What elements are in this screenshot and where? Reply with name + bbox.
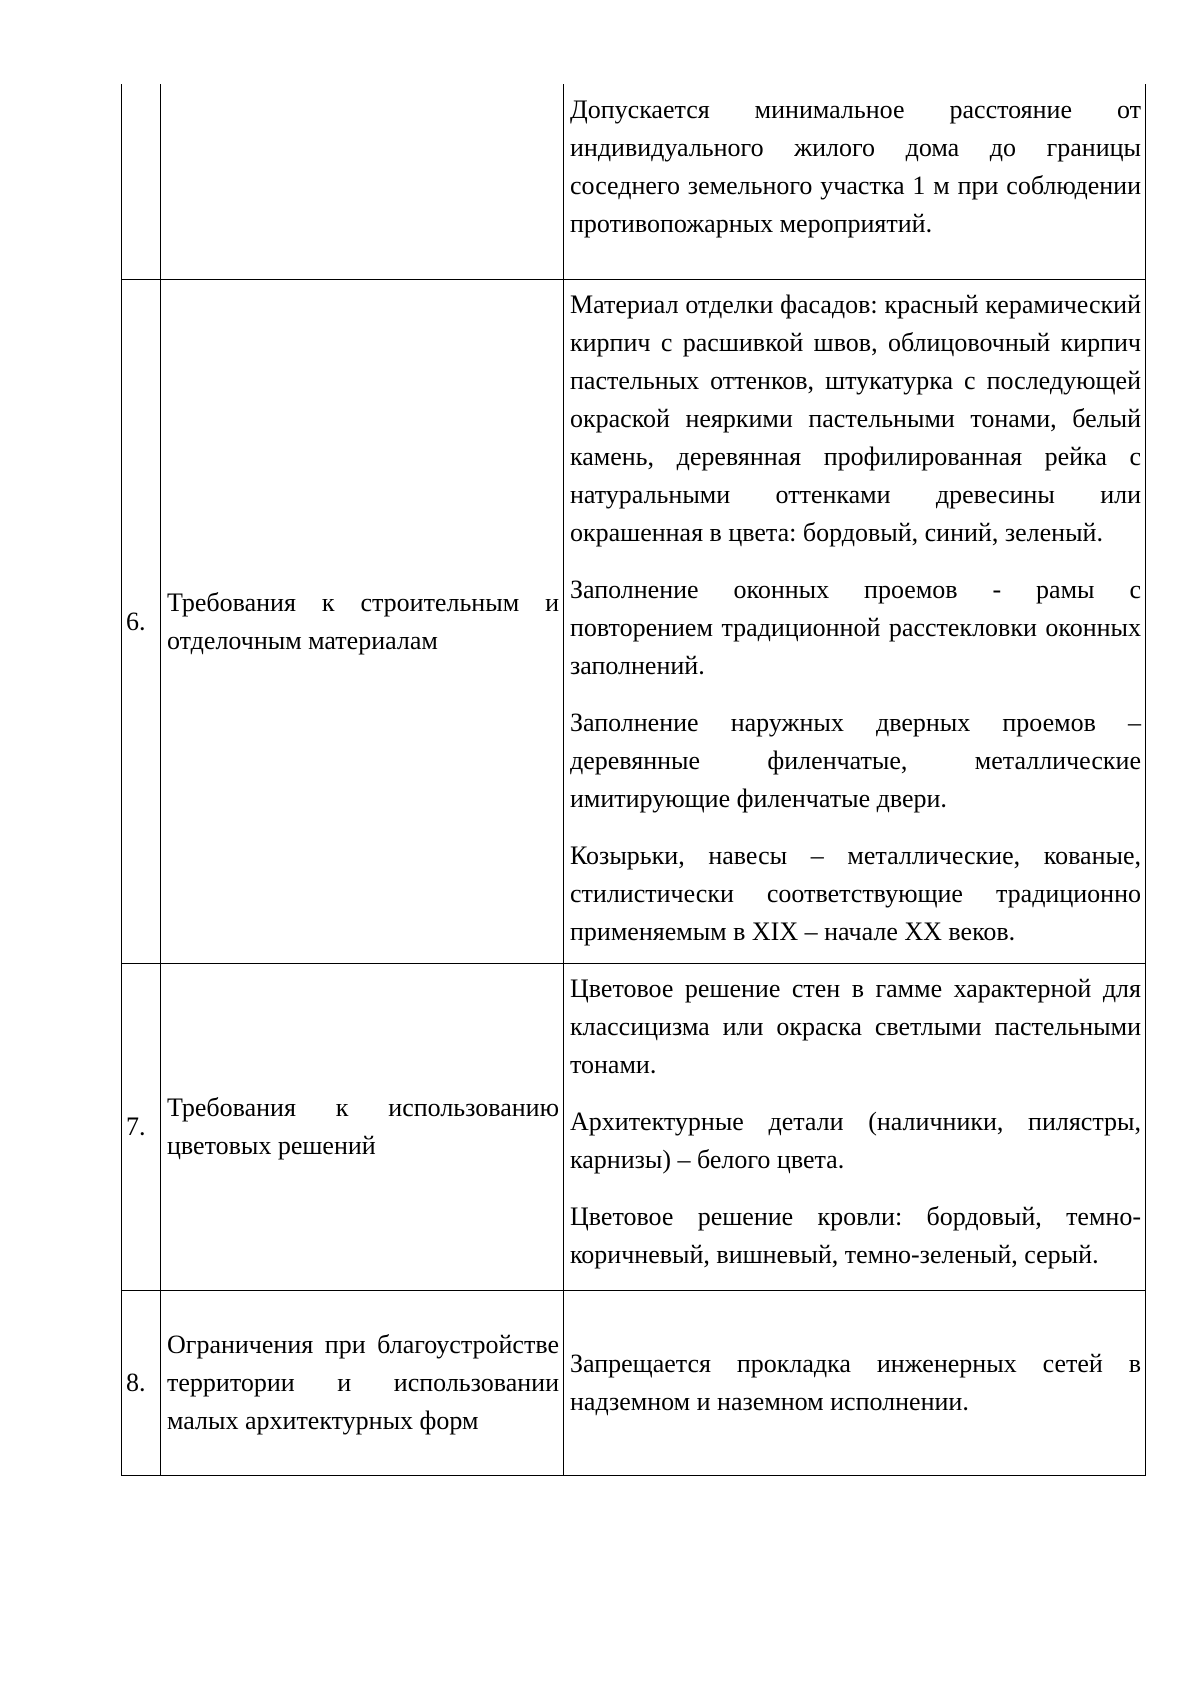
requirement-text: Требования к строительным и отделочным материалам (167, 587, 559, 655)
requirement-cell (161, 280, 564, 964)
description-cell (564, 84, 1146, 280)
requirement-cell (161, 964, 564, 1291)
description-cell (564, 964, 1146, 1291)
description-paragraph: Запрещается прокладка инженерных сетей в надземном и наземном исполнении. (570, 1349, 1141, 1416)
description-paragraph: Материал отделки фасадов: красный керамический кирпич с расшивкой швов, облицовочный кирпич пастельных оттенков, штукатурка с последующей окраской неяркими пастельными тонами, белый камень, деревянная профилированная рейка с натуральными оттенками древесины или окрашенная в цвета: бордовый, синий, зеленый. (570, 290, 1141, 547)
description-paragraph: Допускается минимальное расстояние от индивидуального жилого дома до границы соседнего земельного участка 1 м при соблюдении противопожарных мероприятий. (570, 95, 1141, 238)
description-cell (564, 280, 1146, 964)
table-row (122, 1291, 1146, 1476)
description-paragraph: Козырьки, навесы – металлические, кованые, стилистически соответствующие традиционно применяемым в XIX – начале XX веков. (570, 841, 1141, 946)
description-cell (564, 1291, 1146, 1476)
table-row (122, 280, 1146, 964)
requirements-table (121, 84, 1146, 1476)
table-row (122, 964, 1146, 1291)
requirement-text: Требования к использованию цветовых решений (167, 1093, 559, 1160)
requirement-cell (161, 1291, 564, 1476)
description-paragraph: Архитектурные детали (наличники, пилястры, карнизы) – белого цвета. (570, 1107, 1141, 1174)
description-paragraph: Цветовое решение кровли: бордовый, темно-коричневый, вишневый, темно-зеленый, серый. (570, 1202, 1141, 1269)
row-number: 8. (122, 1291, 161, 1476)
row-number: 6. (122, 280, 161, 964)
description-paragraph: Заполнение наружных дверных проемов – деревянные филенчатые, металлические имитирующие филенчатые двери. (570, 708, 1141, 813)
requirement-text: Ограничения при благоустройстве территории и использовании малых архитектурных форм (167, 1330, 559, 1435)
row-number: 7. (122, 964, 161, 1291)
row-number (122, 84, 161, 280)
table-row (122, 84, 1146, 280)
requirement-cell (161, 84, 564, 280)
description-paragraph: Цветовое решение стен в гамме характерной для классицизма или окраска светлыми пастельными тонами. (570, 974, 1141, 1079)
description-paragraph: Заполнение оконных проемов - рамы с повторением традиционной расстекловки оконных заполнений. (570, 575, 1141, 680)
